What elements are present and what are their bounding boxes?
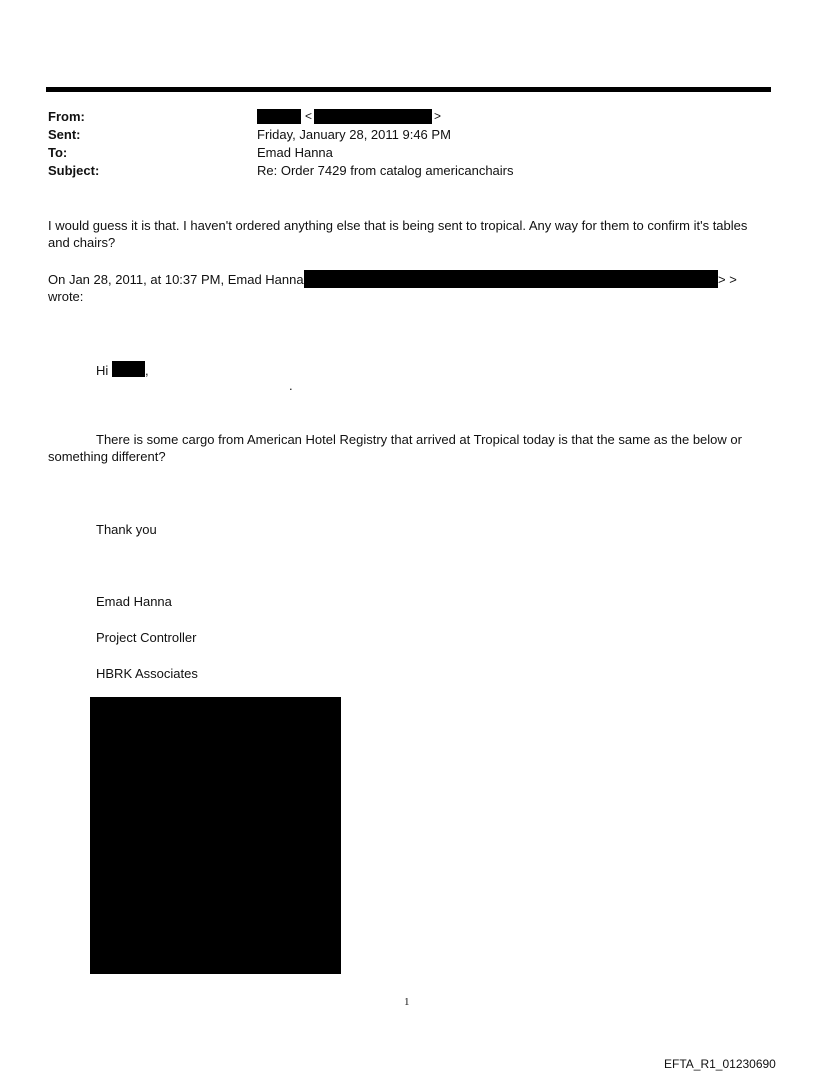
redaction-sender-email — [304, 270, 718, 288]
quote-intro-end: wrote: — [48, 289, 84, 304]
signature-name: Emad Hanna — [96, 594, 172, 609]
message-text: There is some cargo from American Hotel Registry that arrived at Tropical today is that the same as the below or something different? — [48, 432, 742, 464]
greeting-hi: Hi — [96, 363, 109, 378]
from-gt: > — [434, 109, 442, 123]
quote-intro-start: On Jan 28, 2011, at 10:37 PM, Emad Hanna — [48, 272, 304, 287]
from-lt: < — [305, 109, 313, 123]
to-label: To: — [48, 145, 68, 160]
signature-title: Project Controller — [96, 630, 197, 645]
signature-company: HBRK Associates — [96, 666, 198, 681]
redaction-image-block — [90, 697, 341, 974]
subject-value: Re: Order 7429 from catalog americanchairs — [257, 163, 514, 178]
from-label: From: — [48, 109, 85, 124]
sent-value: Friday, January 28, 2011 9:46 PM — [257, 127, 451, 142]
thanks-text: Thank you — [96, 522, 157, 537]
page-number: 1 — [404, 996, 410, 1008]
redaction-from-email — [314, 109, 432, 124]
subject-label: Subject: — [48, 163, 100, 178]
document-id: EFTA_R1_01230690 — [664, 1057, 776, 1071]
sent-label: Sent: — [48, 127, 81, 142]
greeting-comma: , — [145, 363, 149, 378]
stray-dot: . — [289, 378, 293, 393]
to-value: Emad Hanna — [257, 145, 333, 160]
redaction-recipient-name — [112, 361, 145, 377]
header-divider — [46, 87, 771, 92]
reply-text: I would guess it is that. I haven't ordered anything else that is being sent to tropical. Any way for them to confirm it's tables and chairs? — [48, 218, 748, 250]
quote-intro-gt: > > — [718, 272, 737, 287]
redaction-from-name — [257, 109, 301, 124]
